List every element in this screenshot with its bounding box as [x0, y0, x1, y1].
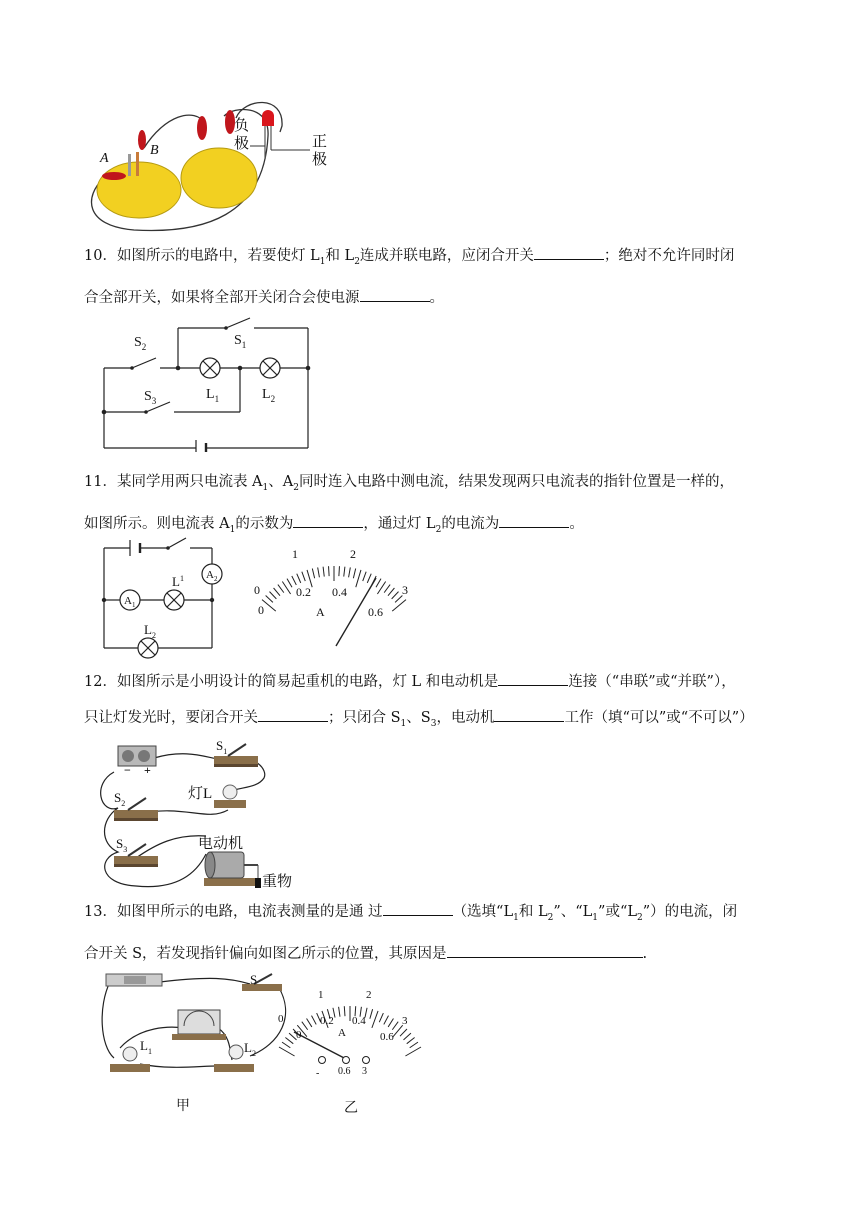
subscript: 2 — [270, 394, 276, 404]
answer-blank[interactable] — [447, 939, 643, 958]
subscript: 2 — [213, 575, 218, 583]
lamp-l2-label: L — [244, 1040, 252, 1055]
q-text: . — [642, 945, 648, 962]
subscript: 2 — [435, 524, 442, 535]
subscript: 1 — [400, 718, 407, 729]
scale-label: 0 — [278, 1013, 284, 1025]
scale-label: 3 — [402, 1015, 408, 1027]
motor-label: 电动机 — [198, 836, 244, 852]
dial-tick — [279, 1047, 295, 1056]
subscript: 1 — [147, 1047, 152, 1056]
q-text: ；只闭合 S — [328, 710, 401, 726]
q-number: 12． — [84, 674, 117, 690]
terminal-minus: - — [316, 1068, 320, 1079]
circuit-diagram-q11 — [98, 536, 228, 660]
q-text: 连成并联电路，应闭合开关 — [359, 248, 534, 264]
q-text: 和 L — [325, 248, 355, 264]
q-text: 。 — [569, 515, 584, 532]
scale-label: 0.4 — [352, 1015, 366, 1027]
q-text: 、S — [406, 710, 431, 726]
lamp-l2-label: L — [144, 622, 152, 637]
dial-tick — [302, 1022, 308, 1030]
subscript: 1 — [241, 340, 247, 350]
subscript: 1 — [513, 912, 519, 923]
subscript: 2 — [141, 342, 147, 352]
dial-tick — [410, 1042, 418, 1048]
battery-box — [106, 974, 162, 986]
lamp-l1 — [200, 358, 220, 378]
question-13 — [84, 894, 784, 972]
q-text: 的电流为 — [441, 515, 500, 532]
svg-text:L1 — [206, 387, 219, 404]
scale-label: 2 — [350, 547, 356, 561]
lamp-l1-label: L — [206, 387, 215, 402]
question-10 — [84, 238, 784, 316]
q-text: 。 — [429, 289, 444, 306]
answer-blank[interactable] — [498, 667, 568, 686]
answer-blank[interactable] — [293, 509, 363, 528]
dial-tick — [407, 1038, 415, 1044]
scale-label: 0 — [258, 603, 264, 617]
figure-label-jia: 甲 — [176, 1099, 190, 1114]
lemon-battery-figure — [84, 96, 344, 236]
svg-text:L1 — [140, 1038, 152, 1056]
ammeter-a1-label: A — [124, 595, 132, 607]
subscript: 1 — [131, 601, 136, 609]
subscript: 3 — [123, 845, 128, 854]
dial-tick — [356, 570, 361, 587]
svg-text:S1 — [216, 738, 227, 756]
q-text: 只让灯发光时，要闭合开关 — [84, 710, 258, 726]
dial-tick — [400, 1029, 407, 1036]
dial-tick — [367, 574, 371, 583]
dial-tick — [302, 572, 305, 581]
switch-s2-label: S — [134, 335, 142, 350]
positive-label: 正 — [312, 134, 328, 150]
dial-tick — [384, 1016, 389, 1025]
dial-tick — [353, 569, 355, 579]
switch-s3-label: S — [144, 389, 152, 404]
dial-tick — [405, 1047, 421, 1056]
circuit-diagram-q10 — [96, 312, 326, 452]
subscript: 1 — [223, 747, 228, 756]
q-text: 连接（“串联”或“并联”）， — [568, 674, 736, 690]
q-text: ，通过灯 L — [363, 515, 436, 532]
q-text: 的示数为 — [235, 515, 294, 532]
dial-tick — [392, 1022, 398, 1030]
svg-text:L1 — [172, 574, 184, 589]
q-text: 如图所示。则电流表 A — [84, 515, 230, 532]
subscript: 1 — [592, 912, 599, 923]
subscript: 2 — [151, 631, 156, 640]
answer-blank[interactable] — [383, 897, 453, 916]
scale-label: 2 — [366, 989, 372, 1001]
svg-text:L2 — [144, 622, 156, 640]
scale-label: 3 — [402, 583, 408, 597]
dial-tick — [262, 600, 276, 612]
dial-tick — [363, 572, 366, 581]
dial-tick — [404, 1033, 411, 1040]
svg-text:S2 — [134, 335, 146, 352]
q-text: ”、“L — [553, 904, 593, 920]
dial-tick — [282, 1042, 290, 1048]
switch-s1-label: S — [234, 333, 242, 348]
dial-tick — [318, 567, 320, 577]
subscript: 2 — [121, 799, 126, 808]
switch-s3-label: S — [116, 836, 124, 851]
motor-icon — [204, 852, 261, 888]
q-text: ”）的电流，闭 — [642, 904, 738, 920]
subscript: 1 — [262, 482, 269, 493]
dial-tick — [329, 566, 330, 576]
circuit-photo-jia — [100, 966, 290, 1116]
subscript: 1 — [319, 256, 326, 267]
q-number: 11． — [84, 474, 117, 490]
subscript: 2 — [293, 482, 299, 493]
scale-label: 1 — [292, 547, 298, 561]
scale-label: 0.4 — [332, 585, 347, 599]
unit-label: A — [316, 605, 325, 619]
positive-label-2: 极 — [312, 152, 328, 168]
dial-tick — [372, 1011, 378, 1028]
label-a: A — [100, 151, 109, 166]
dial-tick — [312, 1016, 317, 1025]
svg-text:L2 — [262, 387, 275, 404]
subscript: 3 — [430, 718, 437, 729]
q-text: 如图所示的电路中，若要使灯 L — [116, 248, 320, 264]
minus-terminal: − — [124, 763, 131, 777]
dial-tick — [344, 1006, 345, 1016]
subscript: 2 — [251, 1049, 256, 1058]
scale-label: 0.2 — [296, 585, 311, 599]
dial-tick — [344, 567, 345, 577]
led — [262, 110, 274, 126]
dial-tick — [278, 585, 284, 593]
q-text: 合全部开关，如果将全部开关闭合会使电源 — [84, 289, 360, 306]
dial-tick — [269, 592, 276, 599]
dial-tick — [339, 1007, 340, 1017]
switch-s2-label: S — [114, 790, 122, 805]
dial-tick — [312, 569, 314, 579]
dial-tick — [349, 567, 351, 577]
lamp-l2 — [260, 358, 280, 378]
lamp-l1-label: L — [140, 1038, 148, 1053]
q-text: ”或“L — [598, 904, 637, 920]
negative-label: 负 — [234, 118, 250, 134]
ammeter-a2-label: A — [206, 569, 214, 581]
lemon-right — [181, 148, 257, 208]
ammeter-photo — [172, 1010, 226, 1040]
label-b: B — [150, 143, 159, 158]
dial-tick — [307, 1018, 312, 1026]
dial-tick — [266, 595, 273, 602]
q-text: ；绝对不允许同时闭 — [603, 248, 735, 264]
q-text: 某同学用两只电流表 A — [116, 474, 263, 490]
figure-label-yi: 乙 — [344, 1101, 358, 1116]
scale-label: 0 — [296, 1029, 302, 1041]
q-text: 和 L — [518, 904, 548, 920]
dial-tick — [285, 1038, 293, 1044]
subscript: 1 — [214, 394, 220, 404]
q-text: 如图所示是小明设计的简易起重机的电路，灯 L 和电动机是 — [116, 674, 499, 690]
q-text: 如图甲所示的电路，电流表测量的是通 过 — [116, 904, 383, 920]
q-text: 工作（填“可以”或“不可以”） — [564, 710, 754, 726]
svg-text:S2 — [114, 790, 125, 808]
subscript: 1 — [229, 524, 236, 535]
answer-blank[interactable] — [494, 703, 564, 722]
q-number: 10． — [84, 248, 117, 264]
dial-tick — [379, 1013, 383, 1022]
q-text: 、A — [268, 474, 294, 490]
unit-label: A — [338, 1027, 346, 1039]
lamp-l2 — [138, 638, 158, 658]
question-12 — [84, 664, 784, 742]
switch-s1-label: S — [216, 738, 224, 753]
dial-tick — [376, 579, 381, 588]
lamp-l2-label: L — [262, 387, 271, 402]
lamp-l1 — [164, 590, 184, 610]
scale-label: 0 — [254, 583, 260, 597]
scale-label: 0.2 — [320, 1015, 334, 1027]
subscript: 1 — [179, 574, 184, 583]
q-text: （选填“L — [452, 904, 514, 920]
subscript: 2 — [547, 912, 554, 923]
svg-text:S1 — [234, 333, 246, 350]
dial-tick — [274, 588, 280, 596]
svg-text:L2 — [244, 1040, 256, 1058]
answer-blank[interactable] — [258, 703, 328, 722]
q-text: 合开关 S，若发现指针偏向如图乙所示的位置，其原因是 — [84, 945, 447, 962]
ammeter-dial-q11 — [238, 540, 418, 650]
crane-circuit-figure — [96, 734, 306, 894]
answer-blank[interactable] — [534, 241, 604, 260]
terminal-06: 0.6 — [338, 1066, 351, 1077]
lamp-l1-label: L — [172, 574, 180, 589]
ammeter-dial-yi — [276, 978, 426, 1118]
dial-tick — [370, 1009, 373, 1019]
subscript: 2 — [354, 256, 360, 267]
weight-label: 重物 — [262, 874, 293, 890]
subscript: 3 — [151, 396, 157, 406]
dial-tick — [392, 600, 406, 612]
scale-label: 0.6 — [368, 605, 383, 619]
dial-tick — [292, 576, 296, 585]
dial-tick — [388, 1018, 393, 1026]
dial-tick — [287, 579, 292, 588]
svg-text:S3 — [144, 389, 157, 406]
lamp-label: 灯L — [188, 786, 213, 802]
q-text: 同时连入电路中测电流，结果发现两只电流表的指针位置是一样的， — [299, 474, 734, 490]
q-text: ，电动机 — [436, 710, 495, 726]
answer-blank[interactable] — [499, 509, 569, 528]
switch-s-label: S — [250, 972, 258, 987]
terminal-3: 3 — [362, 1066, 367, 1077]
q-number: 13． — [84, 904, 117, 920]
dial-tick — [323, 567, 324, 577]
negative-label-2: 极 — [234, 136, 250, 152]
answer-blank[interactable] — [360, 283, 430, 302]
dial-tick — [339, 566, 340, 576]
plus-terminal: + — [144, 763, 151, 777]
dial-tick — [392, 592, 399, 599]
dial-tick — [384, 585, 390, 593]
dial-tick — [388, 588, 394, 596]
dial-tick — [297, 574, 301, 583]
battery-icon — [196, 440, 206, 452]
subscript: 2 — [637, 912, 643, 923]
scale-label: 0.6 — [380, 1031, 394, 1043]
scale-label: 1 — [318, 989, 324, 1001]
